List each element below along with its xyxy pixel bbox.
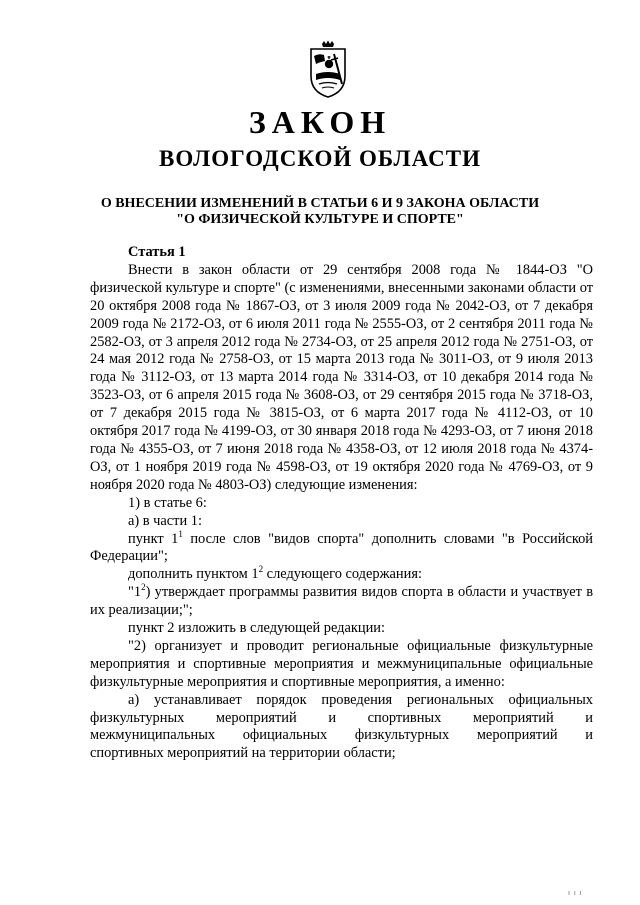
text-fragment: пункт 1 [128,530,179,547]
law-title: ЗАКОН [248,104,392,140]
law-subtitle [0,196,640,228]
coat-of-arms-icon [305,40,351,98]
law-body [90,244,593,763]
subpoint-a-line-2: физкультурных мероприятий и спортивных мероприятий и [90,709,593,726]
text-fragment: "1 [128,584,142,601]
superscript: 1 [178,528,183,539]
subtitle-line-2: "О ФИЗИЧЕСКОЙ КУЛЬТУРЕ И СПОРТЕ" [176,212,464,227]
paragraph-point-2-text: "2) организует и проводит региональные официальные физкультурные мероприятия и спортивные мероприятия и межмуниципальные официальные физкультурные мероприятия и спортивные мероприятия, а именно: [90,637,593,690]
item-1a: а) в части 1: [128,512,202,529]
subtitle-line-1: О ВНЕСЕНИИ ИЗМЕНЕНИЙ В СТАТЬИ 6 И 9 ЗАКОНА ОБЛАСТИ [100,196,540,211]
subpoint-a-line-4: спортивных мероприятий на территории области; [90,745,396,762]
paragraph-point-1-1 [90,528,594,567]
page-footer-mark: ı ı ı [568,890,583,897]
text-fragment: ) утверждает программы развития видов спорта в области и участвует в их реализации;"; [90,584,593,619]
text-fragment: дополнить пунктом 1 [128,566,259,583]
text-fragment: следующего содержания: [263,566,422,583]
text-fragment: после слов "видов спорта" дополнить словами "в Российской Федерации"; [90,530,594,565]
item-1: 1) в статье 6: [128,494,207,511]
paragraph-add-point [90,566,593,584]
article-intro: Внести в закон области от 29 сентября 2008 года № 1844-ОЗ "О физической культуре и спорте" (с изменениями, внесенными законами области от 20 октября 2008 года № 1867-ОЗ, от 3 июля 2009 года № 2042-ОЗ, от 7 декабря 2009 года № 2172-ОЗ, от 6 июля 2011 года № 2555-ОЗ, от 2 сентября 2011 года № 2582-ОЗ, от 3 апреля 2012 года № 2734-ОЗ, от 25 апреля 2012 года № 2751-ОЗ, от 24 мая 2012 года № 2758-ОЗ, от 15 марта 2013 года № 3011-ОЗ, от 9 июля 2013 года № 3112-ОЗ, от 13 марта 2014 года № 3314-ОЗ, от 10 декабря 2014 года № 3523-ОЗ, от 6 апреля 2015 года № 3608-ОЗ, от 29 сентября 2015 года № 3718-ОЗ, от 7 декабря 2015 года № 3815-ОЗ, от 6 марта 2017 года № 4112-ОЗ, от 10 октября 2017 года № 4199-ОЗ, от 30 января 2018 года № 4293-ОЗ, от 7 июня 2018 года № 4355-ОЗ, от 7 июня 2018 года № 4358-ОЗ, от 12 июля 2018 года № 4374-ОЗ, от 1 ноября 2019 года № 4598-ОЗ, от 19 октября 2020 года № 4769-ОЗ, от 9 ноября 2020 года № 4803-ОЗ) следующие изменения: [90,261,593,493]
region-title: ВОЛОГОДСКОЙ ОБЛАСТИ [159,146,481,171]
paragraph-point-2-edit: пункт 2 изложить в следующей редакции: [128,620,385,637]
subpoint-a-line-1: а) устанавливает порядок проведения региональных официальных [128,691,593,708]
paragraph-point-1-2-text [90,584,593,620]
article-heading: Статья 1 [128,244,186,260]
superscript: 2 [141,582,146,593]
superscript: 2 [258,564,264,575]
subpoint-a-line-3: межмуниципальных официальных физкультурных мероприятий и [90,727,593,744]
